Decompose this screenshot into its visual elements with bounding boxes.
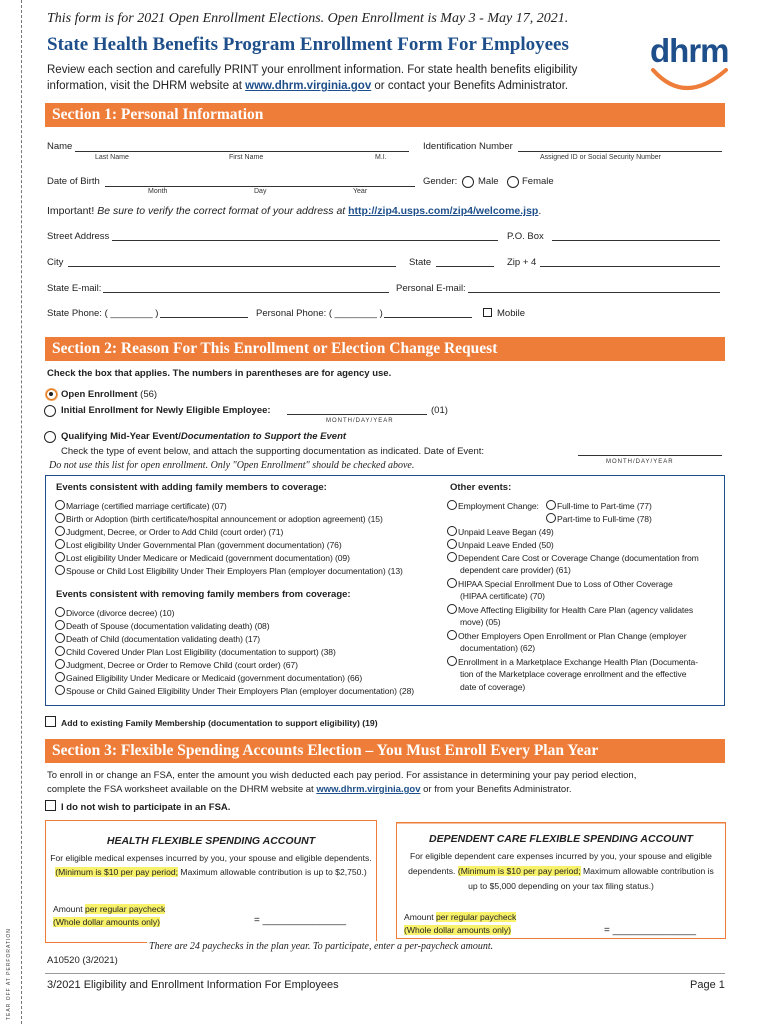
other-event-continuation-label: dependent care provider) (61) (460, 565, 571, 575)
other-event-continuation-label: date of coverage) (460, 682, 526, 692)
last-name-sub: Last Name (95, 154, 129, 161)
health-fsa-min: (Minimum is $10 per pay period; (55, 867, 179, 877)
footer-left: 3/2021 Eligibility and Enrollment Information For Employees (47, 979, 339, 991)
adding-event-item[interactable] (55, 565, 403, 576)
dependent-fsa-text3: up to $5,000 depending on your tax filing status.) (468, 881, 654, 891)
adding-event-item-label: Judgment, Decree, or Order to Add Child (court order) (71) (66, 527, 284, 537)
removing-title: Events consistent with removing family members from coverage: (56, 589, 351, 600)
female-radio[interactable] (507, 176, 519, 188)
removing-event-item-radio[interactable] (55, 633, 65, 643)
removing-event-item-label: Judgment, Decree or Order to Remove Child (court order) (67) (66, 660, 298, 670)
state-phone-field[interactable] (160, 317, 248, 318)
state-email-label: State E-mail: (47, 283, 102, 294)
removing-event-item[interactable] (55, 672, 362, 683)
day-sub: Day (254, 188, 267, 195)
female-label: Female (522, 176, 554, 187)
other-event-item[interactable] (447, 552, 699, 563)
adding-event-item-radio[interactable] (55, 539, 65, 549)
mobile-checkbox[interactable] (483, 308, 492, 317)
health-amount-field[interactable]: = _______________ (254, 915, 347, 926)
qualifying-italic: Documentation to Support the Event (180, 431, 347, 442)
health-fsa-max: Maximum allowable contribution is up to $2,750.) (178, 867, 367, 877)
street-label: Street Address (47, 231, 110, 242)
section3-banner: Section 3: Flexible Spending Accounts Election – You Must Enroll Every Plan Year (45, 739, 725, 763)
name-field[interactable] (75, 151, 409, 152)
section2-banner: Section 2: Reason For This Enrollment or Election Change Request (45, 337, 725, 361)
adding-event-item[interactable] (55, 526, 283, 537)
adding-event-item-label: Marriage (certified marriage certificate) (07) (66, 501, 227, 511)
adding-title: Events consistent with adding family members to coverage: (56, 482, 327, 493)
removing-event-item-radio[interactable] (55, 620, 65, 630)
open-enrollment-label (61, 389, 157, 400)
open-enrollment-text: Open Enrollment (61, 389, 138, 400)
section2-instruction: Check the box that applies. The numbers in parentheses are for agency use. (47, 368, 392, 379)
first-name-sub: First Name (229, 154, 264, 161)
health-fsa-text1: For eligible medical expenses incurred by you, your spouse and eligible dependents. (50, 853, 372, 863)
intro-line2-post: or contact your Benefits Administrator. (371, 80, 569, 92)
no-fsa-label: I do not wish to participate in an FSA. (61, 802, 231, 813)
year-sub: Year (353, 188, 368, 195)
other-event-item-radio[interactable] (447, 656, 457, 666)
footer-rule (45, 973, 725, 974)
other-event-item[interactable] (447, 604, 693, 615)
other-event-continuation-label: (HIPAA certificate) (70) (460, 591, 545, 601)
other-event-continuation-label: documentation) (62) (460, 643, 536, 653)
other-event-item[interactable] (447, 578, 673, 589)
health-amount-label (53, 903, 165, 929)
other-event-item-label: Unpaid Leave Began (49) (458, 527, 554, 537)
do-not-use-note: Do not use this list for open enrollment. Only "Open Enrollment" should be checked above. (49, 460, 415, 471)
adding-event-item-radio[interactable] (55, 552, 65, 562)
month-sub: Month (148, 188, 168, 195)
other-event-item-radio[interactable] (447, 552, 457, 562)
pobox-label: P.O. Box (507, 231, 544, 242)
section1-banner: Section 1: Personal Information (45, 103, 725, 127)
health-fsa-heading: HEALTH FLEXIBLE SPENDING ACCOUNT (106, 835, 316, 847)
health-whole-dollar: (Whole dollar amounts only) (53, 917, 160, 927)
other-event-continuation (460, 591, 545, 601)
initial-enrollment-label: Initial Enrollment for Newly Eligible Employee: (61, 405, 271, 416)
removing-event-item[interactable] (55, 620, 269, 631)
other-event-continuation (460, 669, 686, 679)
logo-swoosh-icon (650, 66, 730, 96)
important-note: Important! Be sure to verify the correct format of your address at http://zip4.usps.com/zip4/welcome.jsp. (47, 205, 542, 217)
open-enrollment-radio[interactable] (46, 389, 57, 400)
dependent-amount-word: Amount (404, 912, 434, 922)
removing-event-item-label: Death of Child (documentation validating death) (17) (66, 634, 261, 644)
adding-event-item-label: Birth or Adoption (birth certificate/hospital announcement or adoption agreement) (15) (66, 514, 383, 524)
adding-event-item[interactable] (55, 539, 342, 550)
dependent-fsa-heading: DEPENDENT CARE FLEXIBLE SPENDING ACCOUNT (429, 833, 693, 845)
other-event-item-label: Enrollment in a Marketplace Exchange Health Plan (Documenta- (458, 657, 699, 667)
intro-text (47, 62, 647, 94)
other-event-item-radio[interactable] (447, 539, 457, 549)
important-word: Important! (47, 205, 95, 217)
removing-event-item[interactable] (55, 646, 336, 657)
dependent-amount-field[interactable]: = _______________ (604, 925, 697, 936)
dependent-fsa-min: (Minimum is $10 per pay period; (457, 866, 581, 876)
adding-event-item[interactable] (55, 552, 350, 563)
gender-label: Gender: (423, 176, 458, 187)
dob-label: Date of Birth (47, 176, 100, 187)
street-field[interactable] (112, 240, 498, 241)
qualifying-label (61, 431, 346, 442)
adding-event-item-radio[interactable] (55, 513, 65, 523)
other-event-item-label: Move Affecting Eligibility for Health Care Plan (agency validates (458, 605, 694, 615)
qualifying-text: Qualifying Mid-Year Event/ (61, 431, 181, 442)
state-email-field[interactable] (103, 292, 389, 293)
removing-event-item[interactable] (55, 633, 260, 644)
intro-line1: Review each section and carefully PRINT your enrollment information. For state health benefits eligibility (47, 64, 578, 76)
adding-event-item-radio[interactable] (55, 526, 65, 536)
city-field[interactable] (68, 266, 396, 267)
removing-event-item-radio[interactable] (55, 672, 65, 682)
mdy-sub-2: MONTH/DAY/YEAR (606, 459, 674, 465)
state-field[interactable] (436, 266, 494, 267)
employment-change-radio[interactable] (447, 500, 457, 510)
other-event-continuation (460, 565, 571, 575)
name-label: Name (47, 141, 73, 152)
other-event-item[interactable] (447, 656, 698, 667)
initial-code: (01) (431, 405, 448, 416)
male-label: Male (478, 176, 499, 187)
adding-event-item[interactable] (55, 513, 383, 524)
removing-event-item[interactable] (55, 685, 414, 696)
health-per-paycheck: per regular paycheck (85, 904, 166, 914)
intro-line2-pre: information, visit the DHRM website at (47, 80, 246, 92)
dependent-per-paycheck: per regular paycheck (436, 912, 517, 922)
dob-field[interactable] (105, 186, 415, 187)
adding-event-item[interactable] (55, 500, 227, 511)
removing-event-item-radio[interactable] (55, 659, 65, 669)
mi-sub: M.I. (375, 154, 387, 161)
removing-event-item[interactable] (55, 607, 174, 618)
ft-pt-label: Full-time to Part-time (77) (557, 501, 652, 511)
pt-ft-radio[interactable] (546, 513, 556, 523)
other-event-continuation-label: move) (05) (460, 617, 501, 627)
removing-event-item[interactable] (55, 659, 298, 670)
adding-event-item-label: Lost eligibility Under Medicare or Medicaid (government documentation) (09) (66, 553, 350, 563)
perforation-line (21, 0, 22, 1024)
form-id: A10520 (3/2021) (47, 955, 118, 966)
other-event-continuation (460, 617, 501, 627)
event-date-field[interactable] (578, 455, 722, 456)
other-event-item-radio[interactable] (447, 630, 457, 640)
dependent-fsa-text1: For eligible dependent care expenses incurred by you, your spouse and eligible (410, 851, 712, 861)
pt-ft-item[interactable] (546, 513, 652, 524)
male-radio[interactable] (462, 176, 474, 188)
other-event-continuation-label: tion of the Marketplace coverage enrollment and the effective (460, 669, 687, 679)
dependent-whole-dollar: (Whole dollar amounts only) (404, 925, 511, 935)
pt-ft-label: Part-time to Full-time (78) (557, 514, 652, 524)
other-event-item[interactable] (447, 539, 554, 550)
fsa-line1: To enroll in or change an FSA, enter the amount you wish deducted each pay period. For assistance in determining your pay period election, (47, 770, 637, 781)
dependent-fsa-max: Maximum allowable contribution is (580, 866, 714, 876)
other-event-item-label: HIPAA Special Enrollment Due to Loss of Other Coverage (458, 579, 673, 589)
personal-email-field[interactable] (468, 292, 720, 293)
no-fsa-checkbox[interactable] (45, 800, 56, 811)
adding-event-item-radio[interactable] (55, 500, 65, 510)
other-event-item[interactable] (447, 526, 554, 537)
fsa-dhrm-link[interactable]: www.dhrm.virginia.gov (316, 784, 421, 795)
zip-label: Zip + 4 (507, 257, 537, 268)
removing-event-item-label: Child Covered Under Plan Lost Eligibility (documentation to support) (38) (66, 647, 336, 657)
ft-pt-item[interactable] (546, 500, 652, 511)
dhrm-logo: dhrm (650, 32, 729, 69)
state-phone-label: State Phone: ( ________ ) (47, 308, 159, 319)
other-event-continuation (460, 682, 525, 692)
adding-event-item-radio[interactable] (55, 565, 65, 575)
qualifying-event-radio[interactable] (44, 431, 56, 443)
other-event-item-label: Other Employers Open Enrollment or Plan Change (employer (458, 631, 687, 641)
dependent-fsa-text2: dependents. (408, 866, 456, 876)
qualifying-instruction: Check the type of event below, and attach the supporting documentation as indicated. Date of Event: (61, 446, 485, 457)
removing-event-item-label: Divorce (divorce decree) (10) (66, 608, 175, 618)
initial-enrollment-radio[interactable] (44, 405, 56, 417)
important-text: Be sure to verify the correct format of your address at (94, 205, 349, 217)
other-event-continuation (460, 643, 535, 653)
other-event-item-label: Dependent Care Cost or Coverage Change (documentation from (458, 553, 699, 563)
fsa-line2-post: or from your Benefits Administrator. (420, 784, 572, 795)
id-sub: Assigned ID or Social Security Number (540, 154, 661, 161)
removing-event-item-radio[interactable] (55, 685, 65, 695)
mdy-sub-1: MONTH/DAY/YEAR (326, 418, 394, 424)
other-event-item-radio[interactable] (447, 526, 457, 536)
page-number: Page 1 (690, 979, 725, 991)
state-label: State (409, 257, 432, 268)
other-title: Other events: (450, 482, 512, 493)
adding-event-item-label: Spouse or Child Lost Eligibility Under Their Employers Plan (employer documentation) (13) (66, 566, 403, 576)
other-event-item-radio[interactable] (447, 578, 457, 588)
fsa-line2 (47, 784, 572, 795)
ft-pt-radio[interactable] (546, 500, 556, 510)
removing-event-item-radio[interactable] (55, 646, 65, 656)
personal-email-label: Personal E-mail: (396, 283, 466, 294)
paychecks-note: There are 24 paychecks in the plan year. To participate, enter a per-paycheck amount. (149, 941, 494, 952)
tearoff-label: TEAR OFF AT PERFORATION (6, 928, 12, 1020)
removing-event-item-label: Death of Spouse (documentation validating death) (08) (66, 621, 270, 631)
health-amount-word: Amount (53, 904, 83, 914)
personal-phone-label: Personal Phone: ( ________ ) (256, 308, 383, 319)
employment-change-label: Employment Change: (458, 501, 539, 511)
adding-event-item-label: Lost eligibility Under Governmental Plan (government documentation) (76) (66, 540, 342, 550)
zip-field[interactable] (540, 266, 720, 267)
health-fsa-text (48, 851, 374, 879)
removing-event-item-radio[interactable] (55, 607, 65, 617)
mobile-label: Mobile (497, 308, 525, 319)
initial-date-field[interactable] (287, 414, 427, 415)
city-label: City (47, 257, 64, 268)
other-event-item-radio[interactable] (447, 604, 457, 614)
usps-link[interactable]: http://zip4.usps.com/zip4/welcome.jsp (348, 205, 539, 217)
other-event-item-label: Unpaid Leave Ended (50) (458, 540, 554, 550)
personal-phone-field[interactable] (384, 317, 472, 318)
removing-event-item-label: Spouse or Child Gained Eligibility Under Their Employers Plan (employer documentation) (28) (66, 686, 415, 696)
dhrm-link[interactable]: www.dhrm.virginia.gov (245, 80, 372, 92)
pobox-field[interactable] (552, 240, 720, 241)
removing-event-item-label: Gained Eligibility Under Medicare or Medicaid (government documentation) (66) (66, 673, 363, 683)
top-note: This form is for 2021 Open Enrollment Elections. Open Enrollment is May 3 - May 17, 2021. (47, 11, 569, 26)
add-existing-checkbox[interactable] (45, 716, 56, 727)
dependent-fsa-text (399, 849, 723, 894)
dependent-amount-label (404, 911, 516, 937)
other-event-item[interactable] (447, 630, 686, 641)
add-existing-label: Add to existing Family Membership (documentation to support eligibility) (19) (61, 718, 378, 728)
id-label: Identification Number (423, 141, 513, 152)
employment-change-item[interactable] (447, 500, 539, 511)
id-field[interactable] (518, 151, 722, 152)
fsa-line2-pre: complete the FSA worksheet available on the DHRM website at (47, 784, 317, 795)
form-title: State Health Benefits Program Enrollment Form For Employees (47, 34, 569, 55)
open-enrollment-code: (56) (137, 389, 158, 400)
